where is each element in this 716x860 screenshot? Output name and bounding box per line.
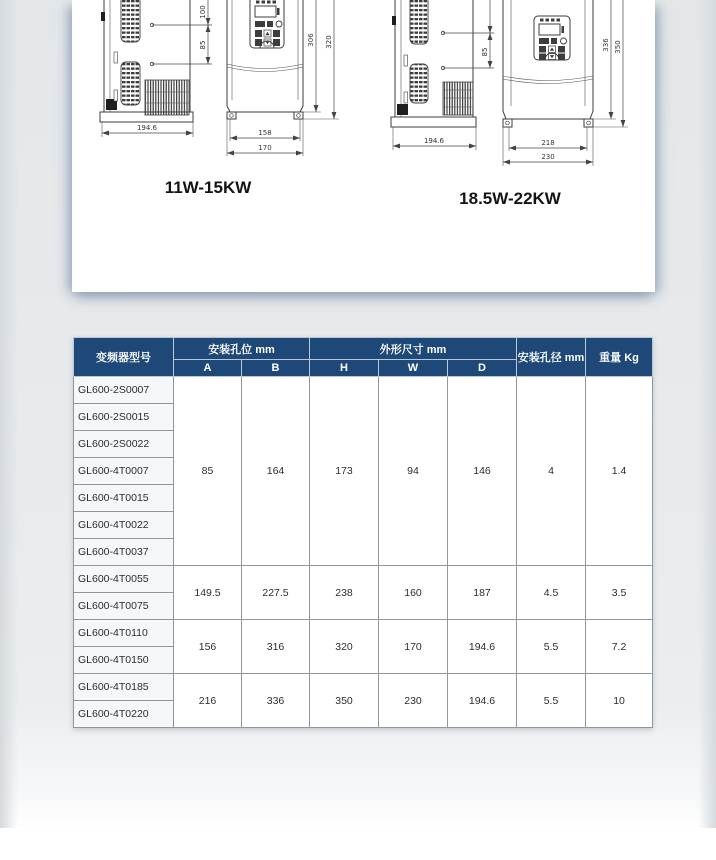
model-cell: GL600-4T0037 (74, 539, 174, 566)
value-cell-A: 156 (174, 620, 242, 674)
dim-body-height-right: 350 (614, 40, 622, 54)
side-view-right (391, 0, 476, 127)
value-cell-hole: 4.5 (517, 566, 586, 620)
dim-mount-height-right: 336 (602, 38, 610, 52)
value-cell-A: 85 (174, 377, 242, 566)
value-cell-B: 336 (242, 674, 310, 728)
value-cell-H: 238 (310, 566, 379, 620)
col-header-d: D (448, 360, 517, 377)
value-cell-B: 164 (242, 377, 310, 566)
right-edge-shade (698, 0, 716, 828)
model-cell: GL600-2S0015 (74, 404, 174, 431)
side-view-left (100, 0, 193, 122)
dim-depth-left: 194.6 (136, 124, 158, 132)
value-cell-weight: 10 (586, 674, 653, 728)
left-edge-shade (0, 0, 18, 828)
dim-body-width-left: 170 (258, 144, 272, 152)
value-cell-W: 230 (379, 674, 448, 728)
dim-body-height-left: 320 (325, 35, 333, 49)
value-cell-H: 320 (310, 620, 379, 674)
value-cell-W: 170 (379, 620, 448, 674)
col-header-b: B (242, 360, 310, 377)
table-row (74, 377, 653, 404)
col-header-h: H (310, 360, 379, 377)
model-cell: GL600-4T0007 (74, 458, 174, 485)
model-cell: GL600-4T0150 (74, 647, 174, 674)
dim-mount-height-left: 306 (307, 33, 315, 47)
value-cell-D: 194.6 (448, 674, 517, 728)
table-row (74, 566, 653, 593)
dim-mount-width-right: 218 (541, 139, 555, 147)
table-row (74, 674, 653, 701)
value-cell-A: 216 (174, 674, 242, 728)
model-cell: GL600-4T0110 (74, 620, 174, 647)
keypad-left (250, 0, 284, 48)
front-view-right (503, 0, 593, 127)
value-cell-D: 187 (448, 566, 517, 620)
value-cell-hole: 5.5 (517, 674, 586, 728)
model-cell: GL600-2S0022 (74, 431, 174, 458)
value-cell-D: 194.6 (448, 620, 517, 674)
figure-label-left: 11W-15KW (164, 178, 252, 197)
value-cell-W: 160 (379, 566, 448, 620)
figure-label-right: 18.5W-22KW (459, 189, 561, 208)
col-header-a: A (174, 360, 242, 377)
drawing-panel (72, 0, 655, 292)
side-view-left-dimensions (102, 0, 212, 137)
dim-hole-spacing-left: 85 (199, 40, 207, 50)
dim-depth-right: 194.6 (423, 137, 445, 145)
model-cell: GL600-4T0022 (74, 512, 174, 539)
value-cell-hole: 5.5 (517, 620, 586, 674)
value-cell-B: 227.5 (242, 566, 310, 620)
value-cell-W: 94 (379, 377, 448, 566)
front-view-left (227, 0, 303, 119)
value-cell-H: 173 (310, 377, 379, 566)
value-cell-weight: 3.5 (586, 566, 653, 620)
table-row (74, 620, 653, 647)
figure-right (391, 0, 628, 208)
dim-hole-top-left: 100 (199, 5, 207, 19)
col-header-w: W (379, 360, 448, 377)
value-cell-hole: 4 (517, 377, 586, 566)
col-header-mounting: 安装孔位 mm (174, 338, 310, 360)
spec-table (73, 337, 653, 728)
col-header-model: 变频器型号 (74, 338, 174, 377)
model-cell: GL600-2S0007 (74, 377, 174, 404)
keypad-right (534, 16, 570, 60)
dim-hole-spacing-right: 85 (481, 47, 489, 57)
model-cell: GL600-4T0220 (74, 701, 174, 728)
front-view-left-dimensions (227, 0, 339, 156)
col-header-weight: 重量 Kg (586, 338, 653, 377)
figure-left (100, 0, 339, 197)
model-cell: GL600-4T0015 (74, 485, 174, 512)
model-cell: GL600-4T0185 (74, 674, 174, 701)
value-cell-weight: 7.2 (586, 620, 653, 674)
dim-mount-width-left: 158 (258, 129, 272, 137)
value-cell-B: 316 (242, 620, 310, 674)
value-cell-D: 146 (448, 377, 517, 566)
col-header-hole: 安装孔径 mm (517, 338, 586, 377)
model-cell: GL600-4T0075 (74, 593, 174, 620)
col-header-dimensions: 外形尺寸 mm (310, 338, 517, 360)
value-cell-weight: 1.4 (586, 377, 653, 566)
value-cell-H: 350 (310, 674, 379, 728)
value-cell-A: 149.5 (174, 566, 242, 620)
dimension-drawings (72, 0, 655, 292)
model-cell: GL600-4T0055 (74, 566, 174, 593)
dim-body-width-right: 230 (541, 153, 555, 161)
